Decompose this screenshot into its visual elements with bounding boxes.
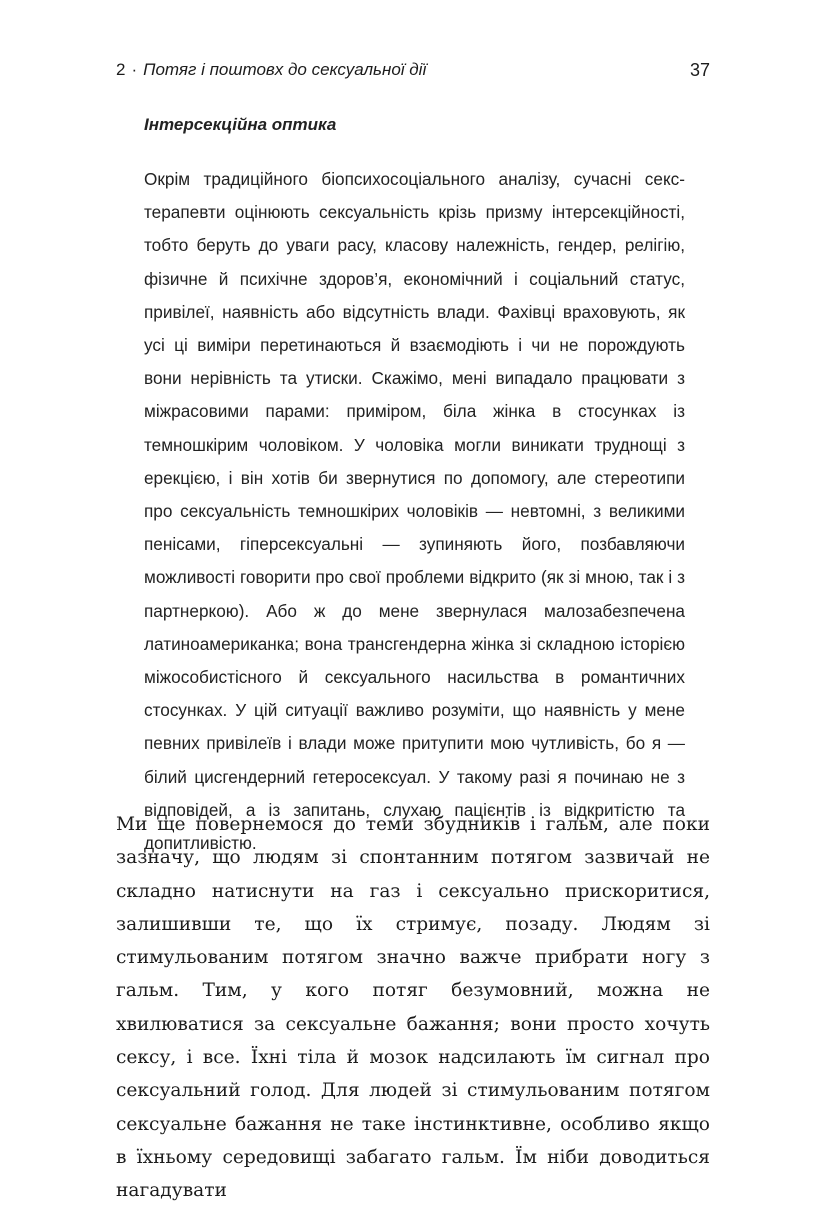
chapter-number: 2 [116, 60, 126, 79]
chapter-title: Потяг і поштовх до сексуальної дії [143, 60, 427, 79]
running-head [116, 60, 426, 80]
sidebar-paragraph: Окрім традиційного біопсихосоціального аналізу, сучасні секстерапевти оцінюють сексуальність крізь призму інтерсекційності, тобто беруть до уваги расу, класову належність, гендер, релігію, фізичне й психічне здоров’я, економічний і соціальний статус, привілеї, наявність або відсутність влади. Фахівці враховують, як усі ці виміри перетинаються й взаємодіють і чи не порождують вони нерівність та утиски. Скажімо, мені випадало працювати з міжрасовими парами: приміром, біла жінка в стосунках із темношкірим чоловіком. У чоловіка могли виникати труднощі з ерекцією, і він хотів би звернутися по допомогу, але стереотипи про сексуальність темношкірих чоловіків — невтомні, з великими пенісами, гіперсексуальні — зупиняють його, позбавляючи можливості говорити про свої проблеми відкрито (як зі мною, так і з партнеркою). Або ж до мене звернулася малозабезпечена латиноамериканка; вона трансгендерна жінка зі складною історією міжособистісного й сексуального насильства в романтичних стосунках. У цій ситуації важливо розуміти, що наявність у мене певних привілеїв і влади може притупити мою чутливість, бо я — білий цисгендерний гетеросексуал. У такому разі я починаю не з відповідей, а із запитань, слухаю пацієнтів із відкритістю та допитливістю. [144, 169, 685, 854]
separator: · [131, 60, 138, 79]
running-header [116, 60, 710, 90]
sidebar-heading: Інтерсекційна оптика [144, 115, 337, 134]
body-paragraph: Ми ще повернемося до теми збудників і гальм, але поки зазначу, що людям зі спонтанним потягом зазвичай не складно натиснути на газ і сексуально прискоритися, залишивши те, що їх стримує, позаду. Людям зі стимульованим потягом значно важче прибрати ногу з гальм. Тим, у кого потяг безумовний, можна не хвилюватися за сексуальне бажання; вони просто хочуть сексу, і все. Їхні тіла й мозок надсилають їм сигнал про сексуальний голод. Для людей зі стимульованим потягом сексуальне бажання не таке інстинктивне, особливо якщо в їхньому середовищі забагато гальм. Їм ніби доводиться нагадувати [116, 814, 710, 1202]
page-number: 37 [689, 60, 710, 80]
sidebar-box [144, 113, 685, 860]
